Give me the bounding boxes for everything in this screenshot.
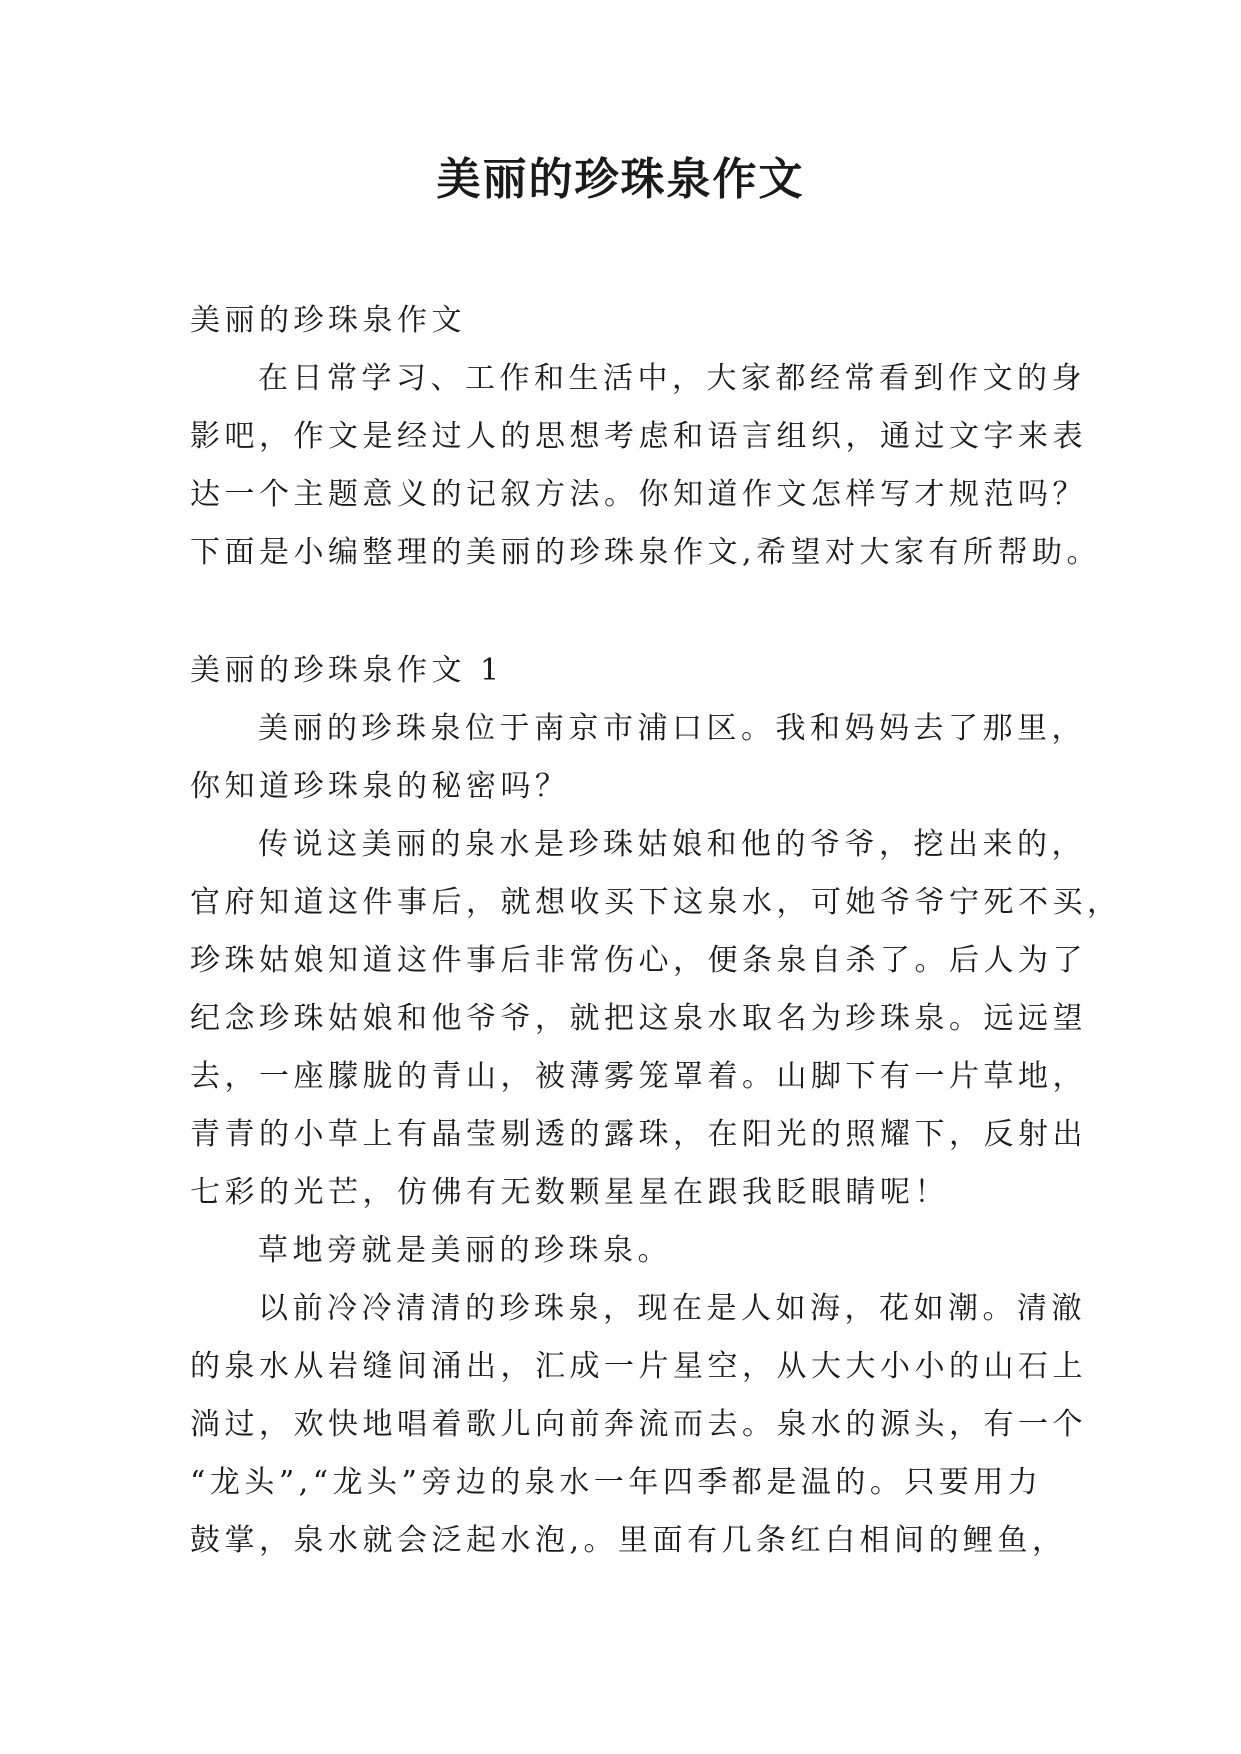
paragraph-line: 淌过，欢快地唱着歌儿向前奔流而去。泉水的源头，有一个 [190,1407,1087,1442]
paragraph-line: 鼓掌，泉水就会泛起水泡,。里面有几条红白相间的鲤鱼， [190,1523,1067,1558]
paragraph-line: 青青的小草上有晶莹剔透的露珠，在阳光的照耀下，反射出 [190,1117,1087,1152]
paragraph-line: 在日常学习、工作和生活中，大家都经常看到作文的身 [258,361,1086,396]
paragraph-line: 传说这美丽的泉水是珍珠姑娘和他的爷爷，挖出来的， [258,827,1086,862]
paragraph-line: 七彩的光芒，仿佛有无数颗星星在跟我眨眼睛呢！ [190,1175,949,1210]
paragraph-2 [190,816,1122,1222]
paragraph-line: 达一个主题意义的记叙方法。你知道作文怎样写才规范吗？ [190,477,1087,512]
intro-heading: 美丽的珍珠泉作文 [190,303,466,338]
section-heading: 美丽的珍珠泉作文 1 [190,653,504,688]
paragraph-line: 美丽的珍珠泉位于南京市浦口区。我和妈妈去了那里， [258,711,1086,746]
paragraph-line: 去，一座朦胧的青山，被薄雾笼罩着。山脚下有一片草地， [190,1059,1087,1094]
paragraph-1 [190,700,1086,816]
paragraph-line: “龙头”,“龙头”旁边的泉水一年四季都是温的。只要用力 [190,1465,1043,1500]
document-title: 美丽的珍珠泉作文 [436,154,805,205]
paragraph-line: 的泉水从岩缝间涌出，汇成一片星空，从大大小小的山石上 [190,1349,1087,1384]
paragraph-line: 纪念珍珠姑娘和他爷爷，就把这泉水取名为珍珠泉。远远望 [190,1001,1087,1036]
paragraph-line: 官府知道这件事后，就想收买下这泉水，可她爷爷宁死不买， [190,885,1122,920]
document-body [190,292,1122,1570]
section-gap [190,582,1070,642]
paragraph-line: 以前冷冷清清的珍珠泉，现在是人如海，花如潮。清澈 [258,1291,1086,1326]
paragraph-line: 你知道珍珠泉的秘密吗？ [190,769,570,804]
intro-paragraph [190,350,1102,582]
paragraph-line: 珍珠姑娘知道这件事后非常伤心，便条泉自杀了。后人为了 [190,943,1087,978]
paragraph-line: 草地旁就是美丽的珍珠泉。 [258,1233,672,1268]
paragraph-3 [190,1222,1070,1280]
paragraph-line: 影吧，作文是经过人的思想考虑和语言组织，通过文字来表 [190,419,1087,454]
paragraph-4 [190,1280,1087,1570]
paragraph-line: 下面是小编整理的美丽的珍珠泉作文,希望对大家有所帮助。 [190,535,1102,570]
